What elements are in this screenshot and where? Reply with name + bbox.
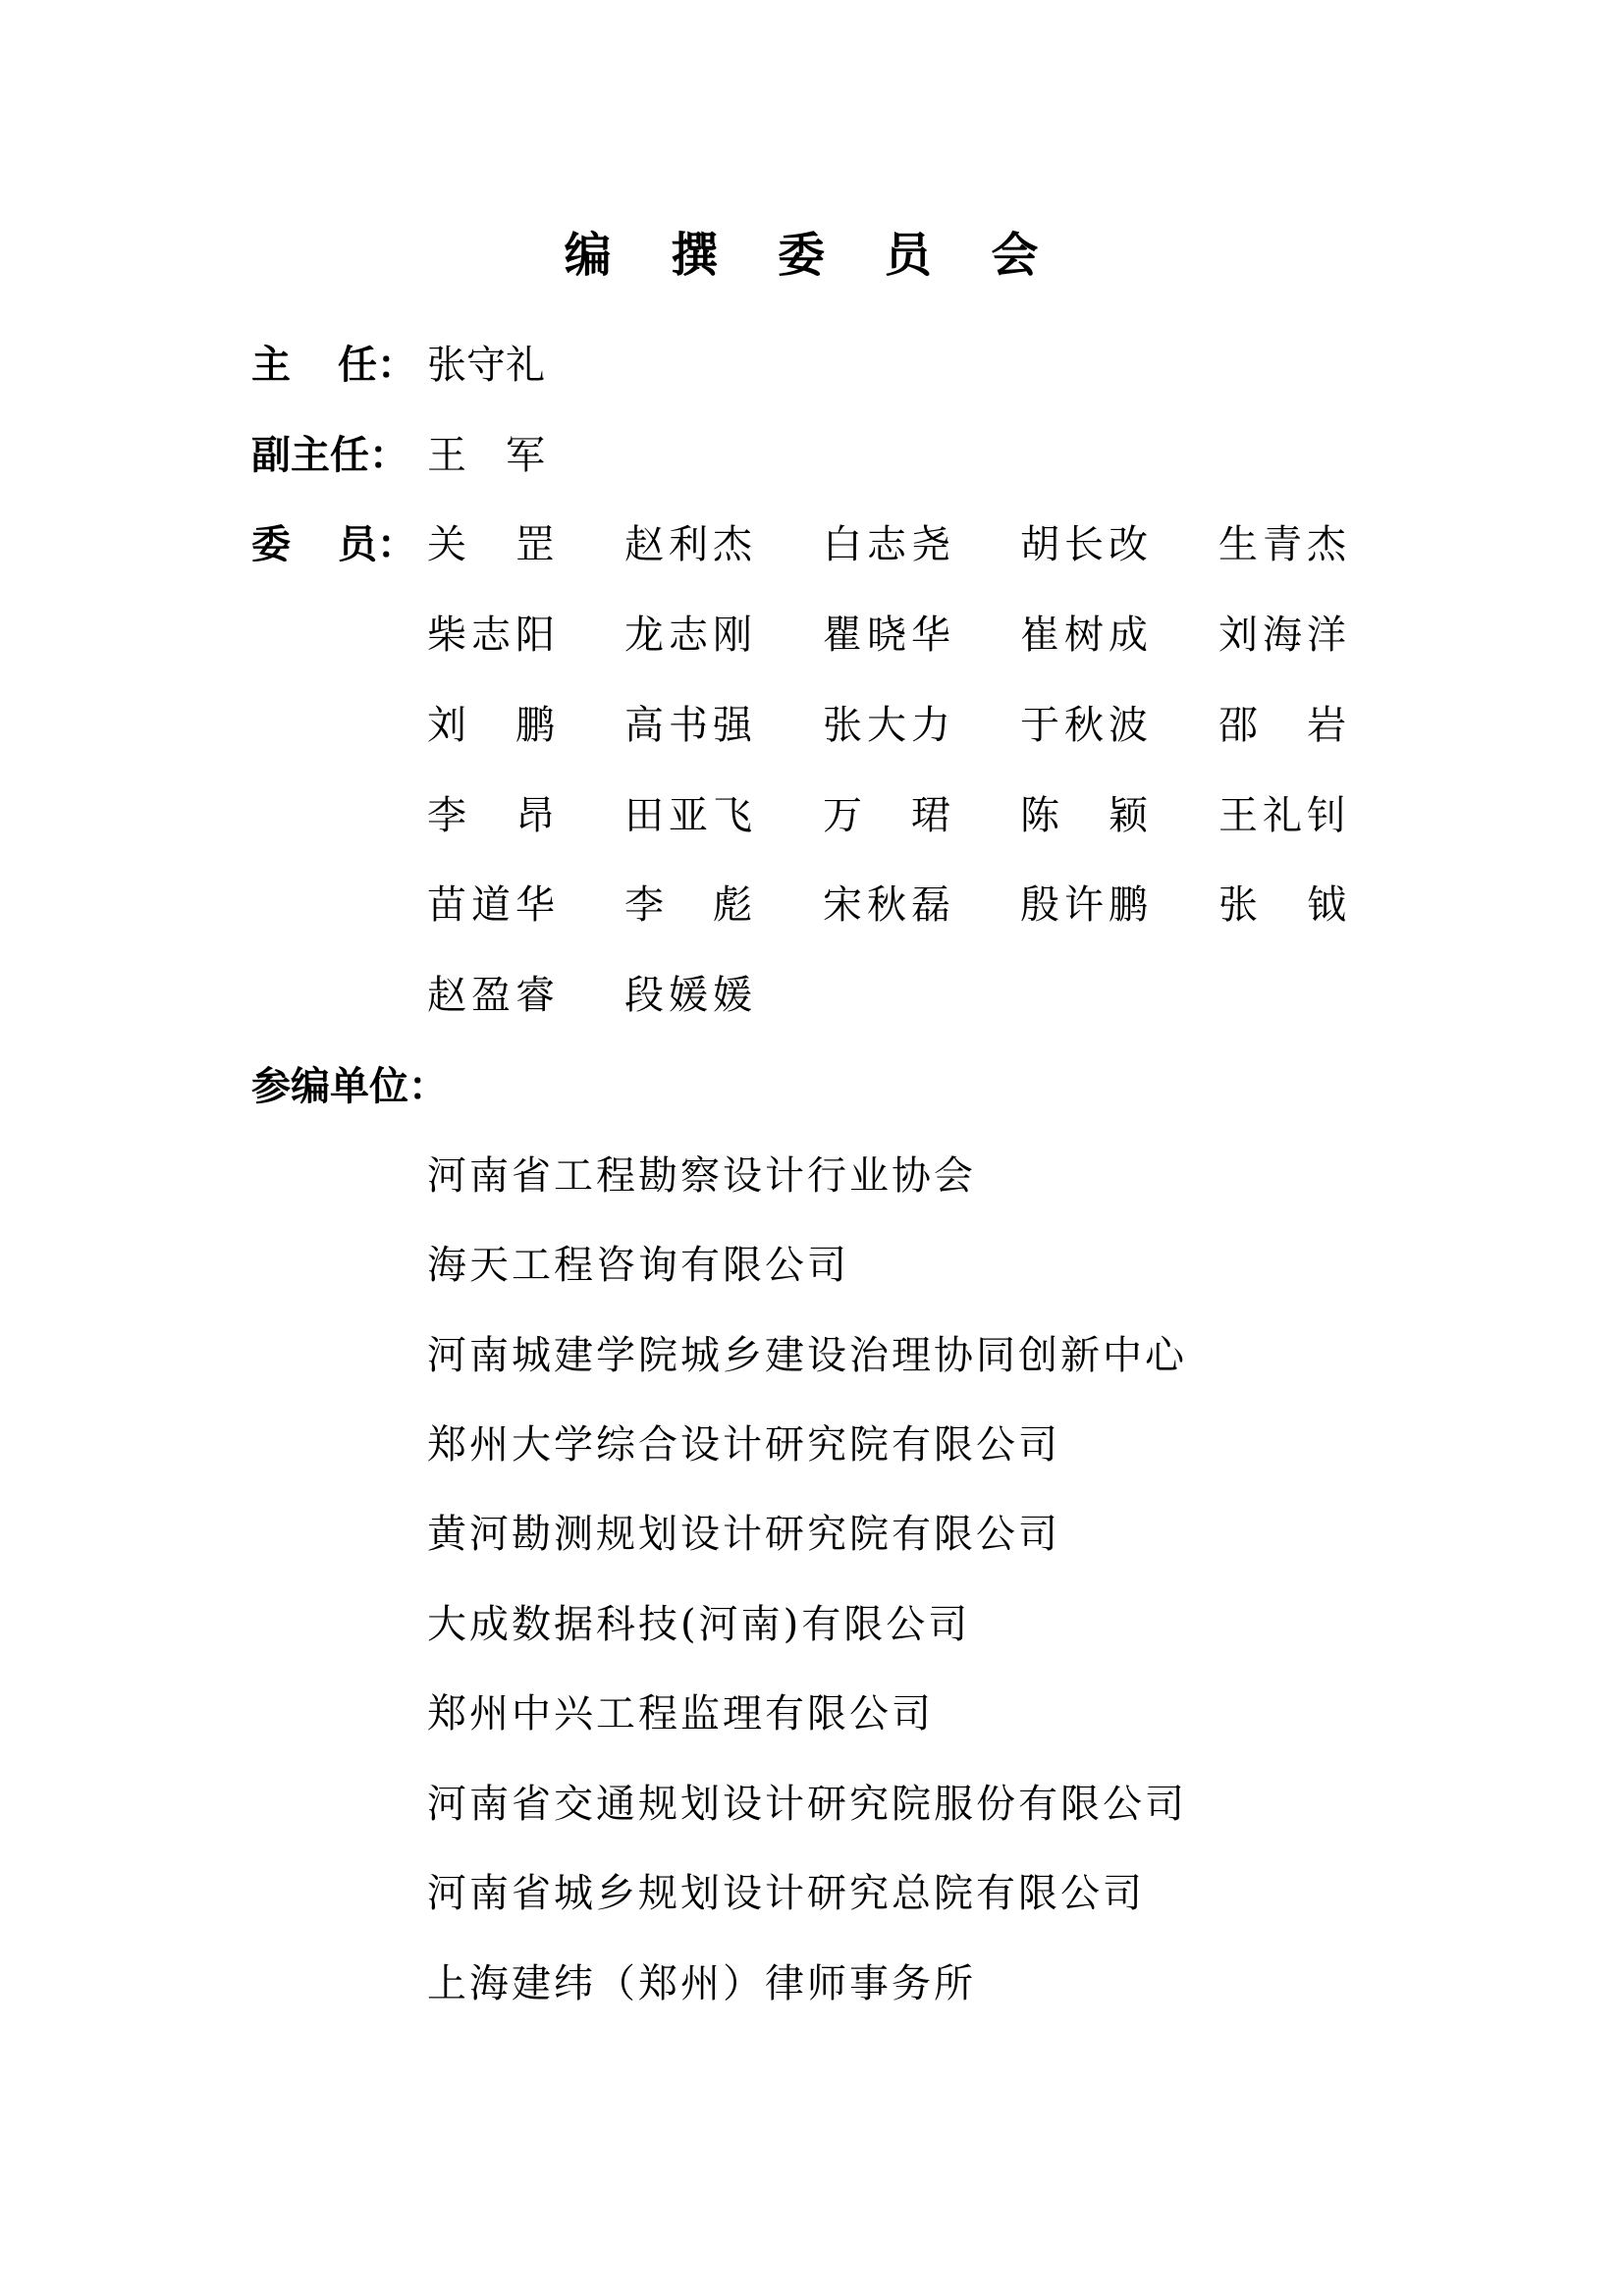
member-name: 白 志 尧: [823, 522, 950, 567]
member-name: 刘 鹏: [427, 703, 555, 748]
deputy-director-label: 副主任：: [251, 432, 408, 478]
member-name: 张 钺: [1218, 882, 1346, 928]
member-name: 关 罡: [427, 522, 555, 567]
unit-item: 河南省交通规划设计研究院服份有限公司: [427, 1782, 1187, 1827]
unit-item: 海天工程咨询有限公司: [427, 1243, 849, 1288]
units-label: 参编单位：: [251, 1063, 448, 1109]
member-name: 邵 岩: [1218, 703, 1346, 748]
member-name: 刘 海 洋: [1218, 613, 1346, 658]
member-name: 段 媛 媛: [624, 973, 752, 1018]
member-name: 赵 盈 睿: [427, 973, 555, 1018]
member-name: 瞿 晓 华: [823, 613, 950, 658]
member-name: 万 珺: [823, 793, 950, 838]
unit-item: 大成数据科技(河南)有限公司: [427, 1602, 971, 1647]
unit-item: 郑州中兴工程监理有限公司: [427, 1691, 934, 1736]
page-title: 编 撰 委 员 会: [564, 228, 1060, 283]
member-name: 殷 许 鹏: [1020, 882, 1148, 928]
unit-item: 河南城建学院城乡建设治理协同创新中心: [427, 1333, 1187, 1378]
member-name: 于 秋 波: [1020, 703, 1148, 748]
member-name: 李 昂: [427, 793, 555, 838]
unit-item: 河南省城乡规划设计研究总院有限公司: [427, 1871, 1145, 1916]
unit-item: 郑州大学综合设计研究院有限公司: [427, 1422, 1060, 1468]
member-name: 柴 志 阳: [427, 613, 555, 658]
unit-item: 河南省工程勘察设计行业协会: [427, 1153, 976, 1199]
member-name: 高 书 强: [624, 703, 752, 748]
member-name: 陈 颖: [1020, 793, 1148, 838]
member-name: 田 亚 飞: [624, 793, 752, 838]
unit-item: 上海建纬（郑州）律师事务所: [427, 1961, 976, 2006]
member-name: 胡 长 改: [1020, 522, 1148, 567]
member-name: 宋 秋 磊: [823, 882, 950, 928]
member-name: 王 礼 钊: [1218, 793, 1346, 838]
member-name: 龙 志 刚: [624, 613, 752, 658]
member-name: 生 青 杰: [1218, 522, 1346, 567]
member-name: 张 大 力: [823, 703, 950, 748]
unit-item: 黄河勘测规划设计研究院有限公司: [427, 1512, 1060, 1557]
member-name: 赵 利 杰: [624, 522, 752, 567]
deputy-director-name: 王 军: [427, 433, 545, 478]
director-label: 主 任 ：: [251, 342, 416, 388]
members-label: 委 员 ：: [251, 521, 416, 567]
director-name: 张守礼: [427, 343, 545, 388]
member-name: 崔 树 成: [1020, 613, 1148, 658]
member-name: 李 彪: [624, 882, 752, 928]
member-name: 苗 道 华: [427, 882, 555, 928]
